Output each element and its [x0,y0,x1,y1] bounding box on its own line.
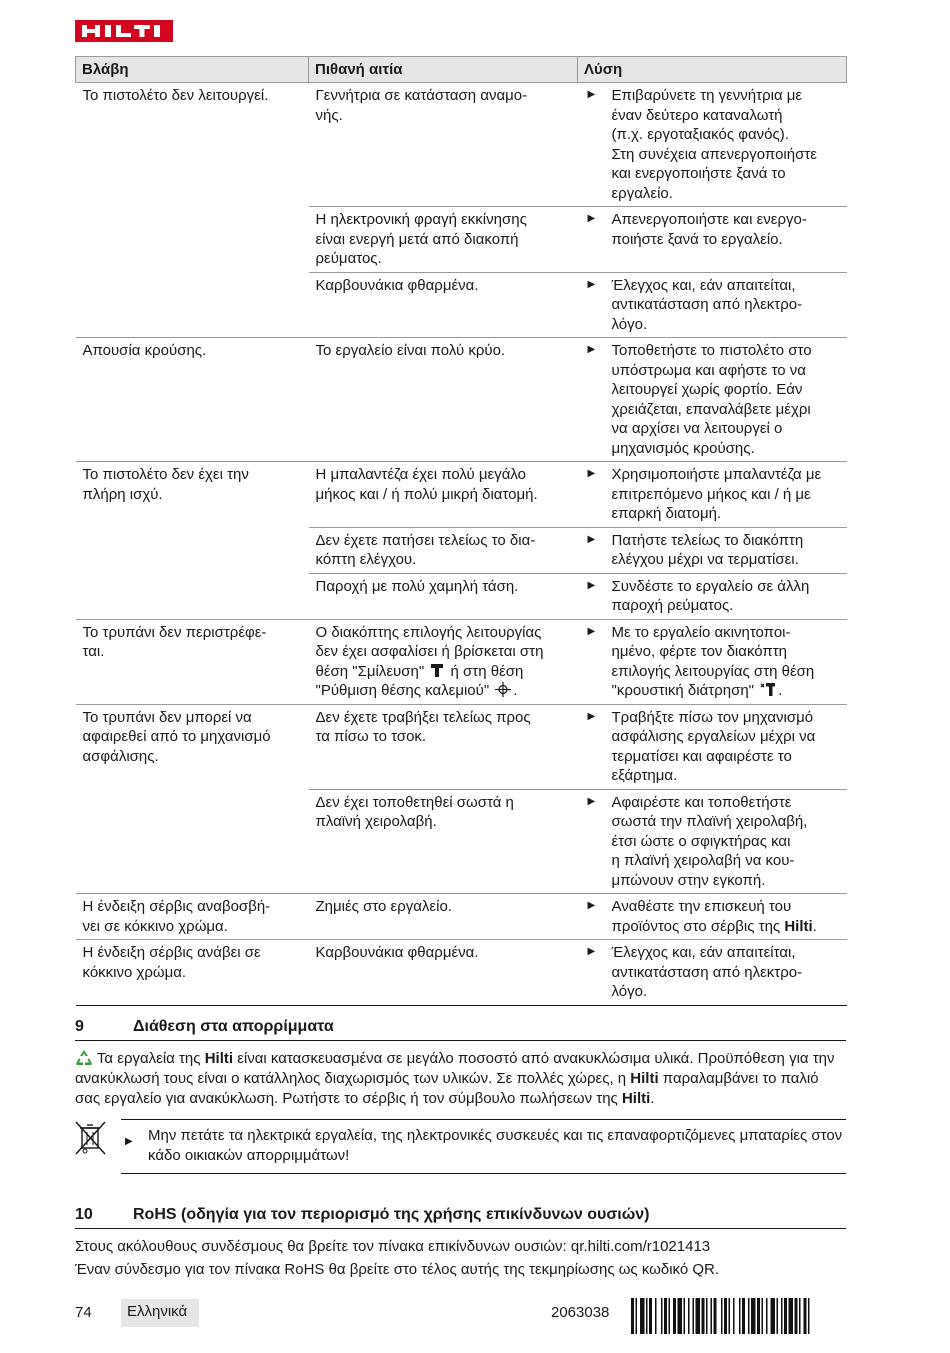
rohs-link-line: Στους ακόλουθους συνδέσμους θα βρείτε τον πίνακα επικίνδυνων ουσιών: qr.hilti.com/r1021413 [75,1238,711,1255]
bullet-icon: ▶ [587,344,596,355]
header-fault: Βλάβη [76,57,309,83]
barcode-bar [771,1298,776,1334]
table-row [76,940,847,1006]
section-9-paragraph: Τα εργαλεία της Hilti είναι κατασκευασμένα σε μεγάλο ποσοστό από ανακυκλώσιμα υλικά. Προϋπόθεση για την ανακύκλωσή τους είναι ο κατάλληλος διαχωρισμός των υλικών. Σε πολλές χώρες, η Hilti παραλαμβάνει το παλιό σας εργαλείο για ανακύκλωση. Ρωτήστε το σέρβις ή τον σύμβουλο πωλήσεων της Hilti. [75,1050,835,1107]
barcode-bar [781,1298,783,1334]
fault-cell: Απουσία κρούσης. [76,338,309,462]
section-9-heading: 9 Διάθεση στα απορρίμματα [75,1015,846,1041]
recycle-icon [75,1049,93,1066]
document-code: 2063038 [551,1304,610,1321]
hammer-drilling-icon [760,682,776,697]
crossed-out-bin-icon [74,1120,108,1156]
cause-cell: Ζημιές στο εργαλείο. [309,894,578,940]
chiselling-icon [430,663,444,678]
barcode-bar [711,1298,713,1334]
barcode-bar [688,1298,690,1334]
cause-cell: Η ηλεκτρονική φραγή εκκίνησης είναι ενεργή μετά από διακοπή ρεύματος. [309,207,578,273]
disposal-warning: ▶ Μην πετάτε τα ηλεκτρικά εργαλεία, της ηλεκτρονικές συσκευές και τις επαναφορτιζόμενες μπαταρίες στον κάδο οικιακών απορριμμάτων! [121,1119,846,1174]
table-row [76,894,847,940]
barcode-bar [693,1298,695,1334]
bullet-icon: ▶ [587,533,596,545]
bullet-icon: ▶ [587,579,596,591]
solution-cell: ▶ Πατήστε τελείως το διακόπτη ελέγχου μέχρι να τερματίσει. [578,527,847,573]
table-row [76,338,847,462]
solution-cell: ▶ Χρησιμοποιήστε μπαλαντέζα με επιτρεπόμενο μήκος και / ή με επαρκή διατομή. [578,462,847,528]
barcode-bar [646,1298,648,1334]
bullet-icon: ▶ [587,946,596,957]
barcode [631,1298,846,1334]
barcode-bar [742,1298,745,1334]
barcode-bar [714,1298,717,1334]
cause-cell: Δεν έχει τοποθετηθεί σωστά η πλαϊνή χειρολαβή. [309,789,578,894]
barcode-bar [799,1298,801,1334]
barcode-bar [729,1298,731,1334]
barcode-bar [706,1298,708,1334]
hilti-logo [75,20,173,42]
solution-cell: ▶ Έλεγχος και, εάν απαιτείται, αντικατάσταση από ηλεκτρο- λόγο. [578,272,847,338]
bullet-icon: ▶ [587,795,596,807]
section-10-heading: 10 RoHS (οδηγία για τον περιορισμό της χρήσης επικίνδυνων ουσιών) [75,1203,846,1229]
barcode-bar [724,1298,727,1334]
page-number: 74 [75,1304,92,1321]
barcode-bar [696,1298,701,1334]
barcode-bar [733,1298,735,1334]
bullet-icon: ▶ [587,900,596,911]
bullet-icon: ▶ [587,710,596,722]
header-solution: Λύση [578,57,847,83]
solution-cell: ▶ Με το εργαλείο ακινητοποι- ημένο, φέρτε τον διακόπτη επιλογής λειτουργίας στη θέση "κρουστική διάτρηση" . [578,619,847,704]
barcode-bar [766,1298,768,1334]
fault-cell: Το τρυπάνι δεν μπορεί να αφαιρεθεί από το μηχανισμό ασφάλισης. [76,704,309,894]
barcode-bar [631,1298,634,1334]
barcode-bar [748,1298,750,1334]
bullet-icon: ▶ [587,468,596,479]
solution-cell: ▶ Τοποθετήστε το πιστολέτο στο υπόστρωμα και αφήστε το να λειτουργεί χωρίς φορτίο. Εάν χρειάζεται, επαναλάβετε μέχρι να αρχίσει να λειτουργεί ο μηχανισμός κρούσης. [578,338,847,462]
barcode-bar [702,1298,705,1334]
table-row [76,462,847,528]
barcode-bar [684,1298,686,1334]
solution-cell: ▶ Αναθέστε την επισκευή του προϊόντος στο σέρβις της Hilti. [578,894,847,940]
barcode-bar [649,1298,652,1334]
header-cause: Πιθανή αιτία [309,57,578,83]
bullet-icon: ▶ [587,625,596,637]
fault-cell: Το πιστολέτο δεν λειτουργεί. [76,83,309,338]
rohs-qr-line: Έναν σύνδεσμο για τον πίνακα RoHS θα βρείτε στο τέλος αυτής της τεκμηρίωσης ως κωδικό QR. [75,1261,720,1278]
troubleshooting-table [75,56,847,1006]
barcode-bar [804,1298,807,1334]
barcode-bar [655,1298,657,1334]
solution-cell: ▶ Απενεργοποιήστε και ενεργο- ποιήστε ξανά το εργαλείο. [578,207,847,273]
solution-cell: ▶ Αφαιρέστε και τοποθετήστε σωστά την πλαϊνή χειρολαβή, έτσι ώστε ο σφιγκτήρας και η πλαϊνή χειρολαβή να κου- μπώνουν στην εγκοπή. [578,789,847,894]
cause-cell: Παροχή με πολύ χαμηλή τάση. [309,573,578,619]
cause-cell: Δεν έχετε τραβήξει τελείως προς τα πίσω το τσοκ. [309,704,578,789]
cause-cell: Καρβουνάκια φθαρμένα. [309,272,578,338]
barcode-bar [784,1298,787,1334]
fault-cell: Η ένδειξη σέρβις αναβοσβή- νει σε κόκκινο χρώμα. [76,894,309,940]
solution-cell: ▶ Επιβαρύνετε τη γεννήτρια με έναν δεύτερο καταναλωτή (π.χ. εργοταξιακός φανός). Στη συνέχεια απενεργοποιήστε και ενεργοποιήστε ξανά το εργαλείο. [578,83,847,207]
cause-cell: Το εργαλείο είναι πολύ κρύο. [309,338,578,462]
cause-cell: Ο διακόπτης επιλογής λειτουργίας δεν έχει ασφαλίσει ή βρίσκεται στη θέση "Σμίλευση" ή στη θέση "Ρύθμιση θέσης καλεμιού" . [309,619,578,704]
barcode-bar [777,1298,779,1334]
barcode-bar [808,1298,810,1334]
barcode-bar [678,1298,683,1334]
fault-cell: Το πιστολέτο δεν έχει την πλήρη ισχύ. [76,462,309,620]
bullet-icon: ▶ [587,89,596,100]
cause-cell: Γεννήτρια σε κατάσταση αναμο- νής. [309,83,578,207]
solution-cell: ▶ Τραβήξτε πίσω τον μηχανισμό ασφάλισης εργαλείων μέχρι να τερματίσει και αφαιρέστε το εξάρτημα. [578,704,847,789]
barcode-bar [757,1298,760,1334]
barcode-bar [664,1298,667,1334]
barcode-bar [661,1298,663,1334]
barcode-bar [789,1298,794,1334]
barcode-bar [751,1298,756,1334]
fault-cell: Το τρυπάνι δεν περιστρέφε- ται. [76,619,309,704]
bullet-icon: ▶ [587,278,596,290]
solution-cell: ▶ Έλεγχος και, εάν απαιτείται, αντικατάσταση από ηλεκτρο- λόγο. [578,940,847,1006]
barcode-bar [795,1298,798,1334]
table-row [76,83,847,207]
cause-cell: Καρβουνάκια φθαρμένα. [309,940,578,1006]
chisel-position-icon [495,682,511,697]
barcode-bar [669,1298,671,1334]
table-row [76,619,847,704]
barcode-bar [636,1298,638,1334]
table-row [76,704,847,789]
barcode-bar [673,1298,676,1334]
fault-cell: Η ένδειξη σέρβις ανάβει σε κόκκινο χρώμα. [76,940,309,1006]
bullet-icon: ▶ [125,1136,133,1147]
barcode-bar [739,1298,741,1334]
barcode-bar [762,1298,764,1334]
cause-cell: Η μπαλαντέζα έχει πολύ μεγάλο μήκος και / ή πολύ μικρή διατομή. [309,462,578,528]
cause-cell: Δεν έχετε πατήσει τελείως το δια- κόπτη ελέγχου. [309,527,578,573]
barcode-bar [721,1298,723,1334]
bullet-icon: ▶ [587,213,596,224]
solution-cell: ▶ Συνδέστε το εργαλείο σε άλλη παροχή ρεύματος. [578,573,847,619]
barcode-bar [640,1298,645,1334]
language-badge: Ελληνικά [121,1299,199,1327]
